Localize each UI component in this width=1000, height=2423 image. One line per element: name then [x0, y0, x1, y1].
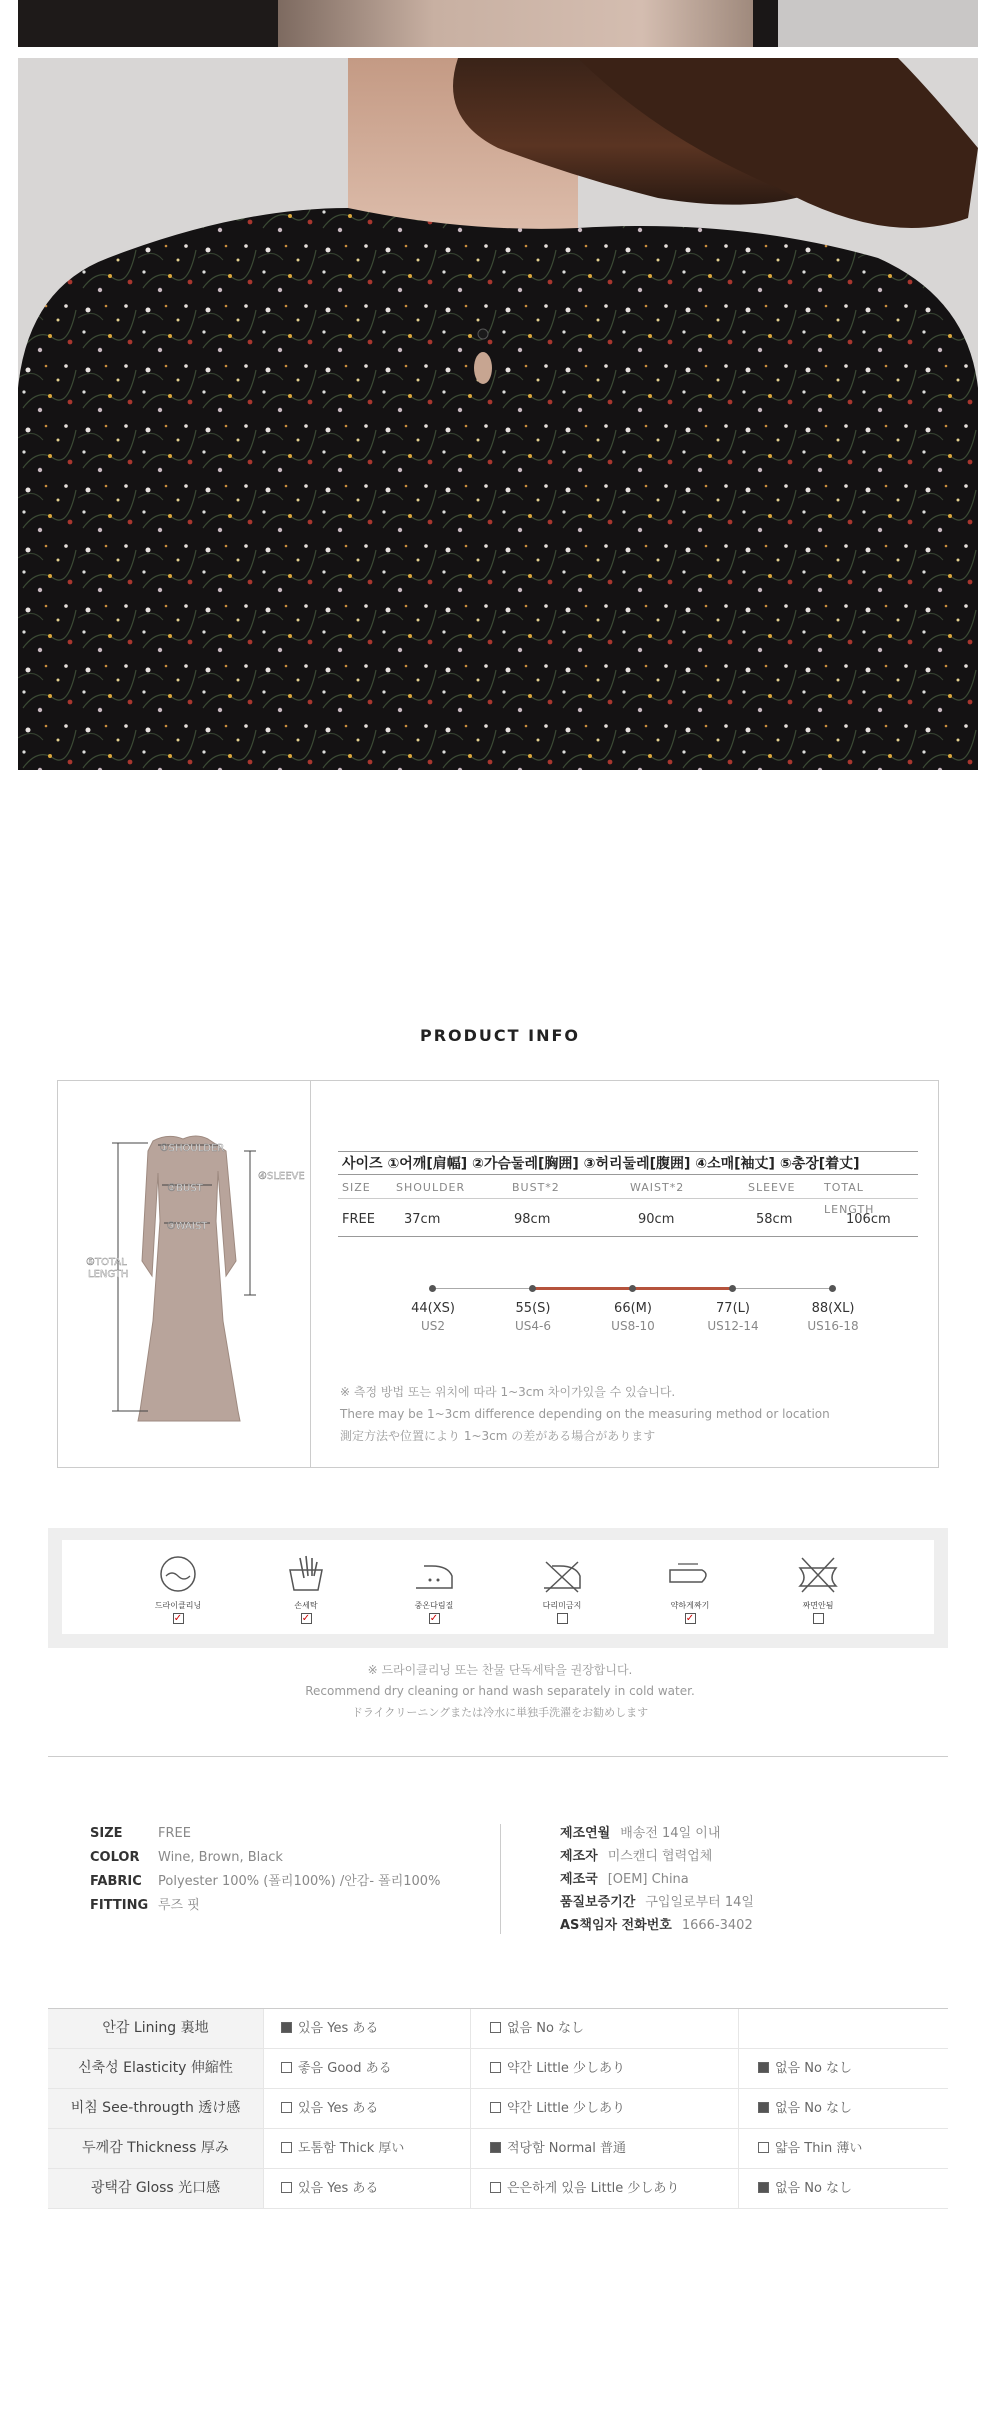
care-label: 손세탁	[294, 1601, 318, 1610]
scale-point	[529, 1285, 536, 1292]
scale-point	[829, 1285, 836, 1292]
feature-option: 있음 Yes ある	[281, 2009, 378, 2048]
care-item	[256, 1554, 356, 1624]
care-panel	[48, 1528, 948, 1648]
header-waist: WAIST*2	[630, 1181, 685, 1194]
spec-size: SIZE FREE	[90, 1826, 191, 1841]
feature-option: 없음 No なし	[758, 2089, 852, 2128]
measure-notes	[340, 1381, 830, 1447]
feature-option: 없음 No なし	[490, 2009, 584, 2048]
scale-us: US8-10	[611, 1319, 655, 1333]
no-tumble-dry-icon	[540, 1554, 584, 1594]
header-total-length: TOTAL LENGTH	[824, 1181, 875, 1216]
feature-label: 안감 Lining 裏地	[48, 2009, 263, 2048]
hand-wash-icon	[284, 1554, 328, 1594]
care-notes	[0, 1660, 1000, 1723]
measure-note-ko: ※ 측정 방법 또는 위치에 따라 1~3cm 차이가있을 수 있습니다.	[340, 1385, 676, 1399]
total-label-1: ⑤TOTAL	[86, 1257, 127, 1268]
spec-warranty: 품질보증기간 구입일로부터 14일	[560, 1895, 754, 1910]
scale-us: US2	[420, 1319, 446, 1333]
care-label: 다리미금지	[542, 1601, 582, 1610]
feature-option: 은은하게 있음 Little 少しあり	[490, 2169, 679, 2208]
feature-label: 광택감 Gloss 光口感	[48, 2169, 263, 2208]
feature-label: 두께감 Thickness 厚み	[48, 2129, 263, 2168]
care-item	[384, 1554, 484, 1624]
feature-row-elasticity	[48, 2049, 948, 2089]
care-checkbox: ✓	[429, 1613, 439, 1624]
waist-label: ③WAIST	[166, 1221, 208, 1232]
feature-option: 좋음 Good ある	[281, 2049, 392, 2088]
shoulder-label: ①SHOULDER	[159, 1143, 225, 1154]
feature-row-thickness	[48, 2129, 948, 2169]
scale-point	[629, 1285, 636, 1292]
feature-option: 얇음 Thin 薄い	[758, 2129, 862, 2168]
measure-note-ja: 測定方法や位置により 1~3cm の差がある場合があります	[340, 1429, 656, 1443]
feature-row-lining	[48, 2009, 948, 2049]
cell-bust: 98cm	[514, 1212, 551, 1227]
scale-us: US16-18	[807, 1319, 859, 1333]
care-checkbox	[557, 1613, 568, 1624]
care-item	[512, 1554, 612, 1624]
care-note-en: Recommend dry cleaning or hand wash separately in cold water.	[305, 1684, 695, 1698]
feature-option: 약간 Little 少しあり	[490, 2089, 625, 2128]
size-table-header	[338, 1177, 918, 1216]
measure-note-en: There may be 1~3cm difference depending on the measuring method or location	[340, 1407, 830, 1421]
cell-size: FREE	[342, 1212, 375, 1227]
dress-measure-figure	[58, 1081, 310, 1467]
size-table-title: 사이즈 ①어깨[肩幅] ②가슴둘레[胸囲] ③허리둘레[腹囲] ④소매[袖丈] ⑤총장[着丈]	[338, 1151, 918, 1175]
feature-label: 비침 See-througth 透け感	[48, 2089, 263, 2128]
spec-fitting: FITTING 루즈 핏	[90, 1898, 200, 1913]
scale-point	[429, 1285, 436, 1292]
care-checkbox: ✓	[685, 1613, 695, 1624]
care-label: 약하게짜기	[670, 1601, 710, 1610]
feature-option: 있음 Yes ある	[281, 2089, 378, 2128]
size-table-row	[338, 1203, 918, 1237]
scale-label: 88(XL)	[811, 1301, 855, 1316]
scale-us: US4-6	[515, 1319, 551, 1333]
product-photo-top	[18, 0, 978, 47]
feature-option: 약간 Little 少しあり	[490, 2049, 625, 2088]
scale-point	[729, 1285, 736, 1292]
spec-list-left	[90, 1822, 440, 1918]
header-bust: BUST*2	[512, 1181, 560, 1194]
care-item	[128, 1554, 228, 1624]
sleeve-label: ④SLEEVE	[258, 1171, 305, 1182]
product-info-heading: PRODUCT INFO	[419, 1026, 581, 1045]
care-checkbox: ✓	[173, 1613, 183, 1624]
scale-us: US12-14	[707, 1319, 759, 1333]
fabric-feature-table	[48, 2008, 948, 2209]
size-scale	[411, 1283, 859, 1363]
scale-label: 77(L)	[716, 1301, 750, 1316]
cell-sleeve: 58cm	[756, 1212, 793, 1227]
total-label-2: LENGTH	[88, 1269, 129, 1280]
spec-country: 제조국 [OEM] China	[560, 1872, 689, 1887]
iron-icon	[412, 1554, 456, 1594]
spec-manufactured: 제조연월 배송전 14일 이내	[560, 1826, 721, 1841]
spec-color: COLOR Wine, Brown, Black	[90, 1850, 283, 1865]
feature-option: 도톰함 Thick 厚い	[281, 2129, 404, 2168]
scale-label: 66(M)	[614, 1301, 652, 1316]
header-size: SIZE	[342, 1181, 371, 1194]
care-label: 중온다림질	[414, 1601, 454, 1610]
bust-label: ②BUST	[167, 1183, 203, 1194]
no-wring-icon	[796, 1554, 840, 1594]
product-info-box	[57, 1080, 939, 1468]
feature-option: 적당함 Normal 普通	[490, 2129, 626, 2168]
care-note-ja: ドライクリーニングまたは冷水に単独手洗濯をお勧めします	[351, 1706, 649, 1719]
feature-label: 신축성 Elasticity 伸縮性	[48, 2049, 263, 2088]
feature-row-gloss	[48, 2169, 948, 2209]
care-item	[768, 1554, 868, 1624]
care-checkbox	[813, 1613, 824, 1624]
spec-fabric: FABRIC Polyester 100% (폴리100%) /안감- 폴리100%	[90, 1874, 441, 1889]
section-divider	[48, 1756, 948, 1757]
care-checkbox: ✓	[301, 1613, 311, 1624]
care-item	[640, 1554, 740, 1624]
feature-option: 없음 No なし	[758, 2169, 852, 2208]
cell-waist: 90cm	[638, 1212, 675, 1227]
spec-manufacturer: 제조자 미스캔디 협력업체	[560, 1849, 713, 1864]
care-label: 드라이클리닝	[154, 1601, 202, 1610]
scale-label: 44(XS)	[411, 1301, 455, 1316]
product-photo-back	[18, 58, 978, 770]
spec-as-phone: AS책임자 전화번호 1666-3402	[560, 1918, 753, 1933]
cell-total-length: 106cm	[846, 1212, 891, 1227]
feature-option: 없음 No なし	[758, 2049, 852, 2088]
scale-label: 55(S)	[515, 1301, 551, 1316]
care-label: 짜면안됨	[802, 1601, 834, 1610]
net-wash-icon	[668, 1554, 712, 1594]
dry-clean-icon	[156, 1554, 200, 1594]
spec-list-right	[560, 1822, 754, 1937]
care-note-ko: ※ 드라이클리닝 또는 찬물 단독세탁을 권장합니다.	[367, 1663, 633, 1677]
header-shoulder: SHOULDER	[396, 1181, 466, 1194]
spec-divider	[500, 1824, 501, 1934]
cell-shoulder: 37cm	[404, 1212, 441, 1227]
feature-row-see-through	[48, 2089, 948, 2129]
feature-option: 있음 Yes ある	[281, 2169, 378, 2208]
header-sleeve: SLEEVE	[748, 1181, 796, 1194]
